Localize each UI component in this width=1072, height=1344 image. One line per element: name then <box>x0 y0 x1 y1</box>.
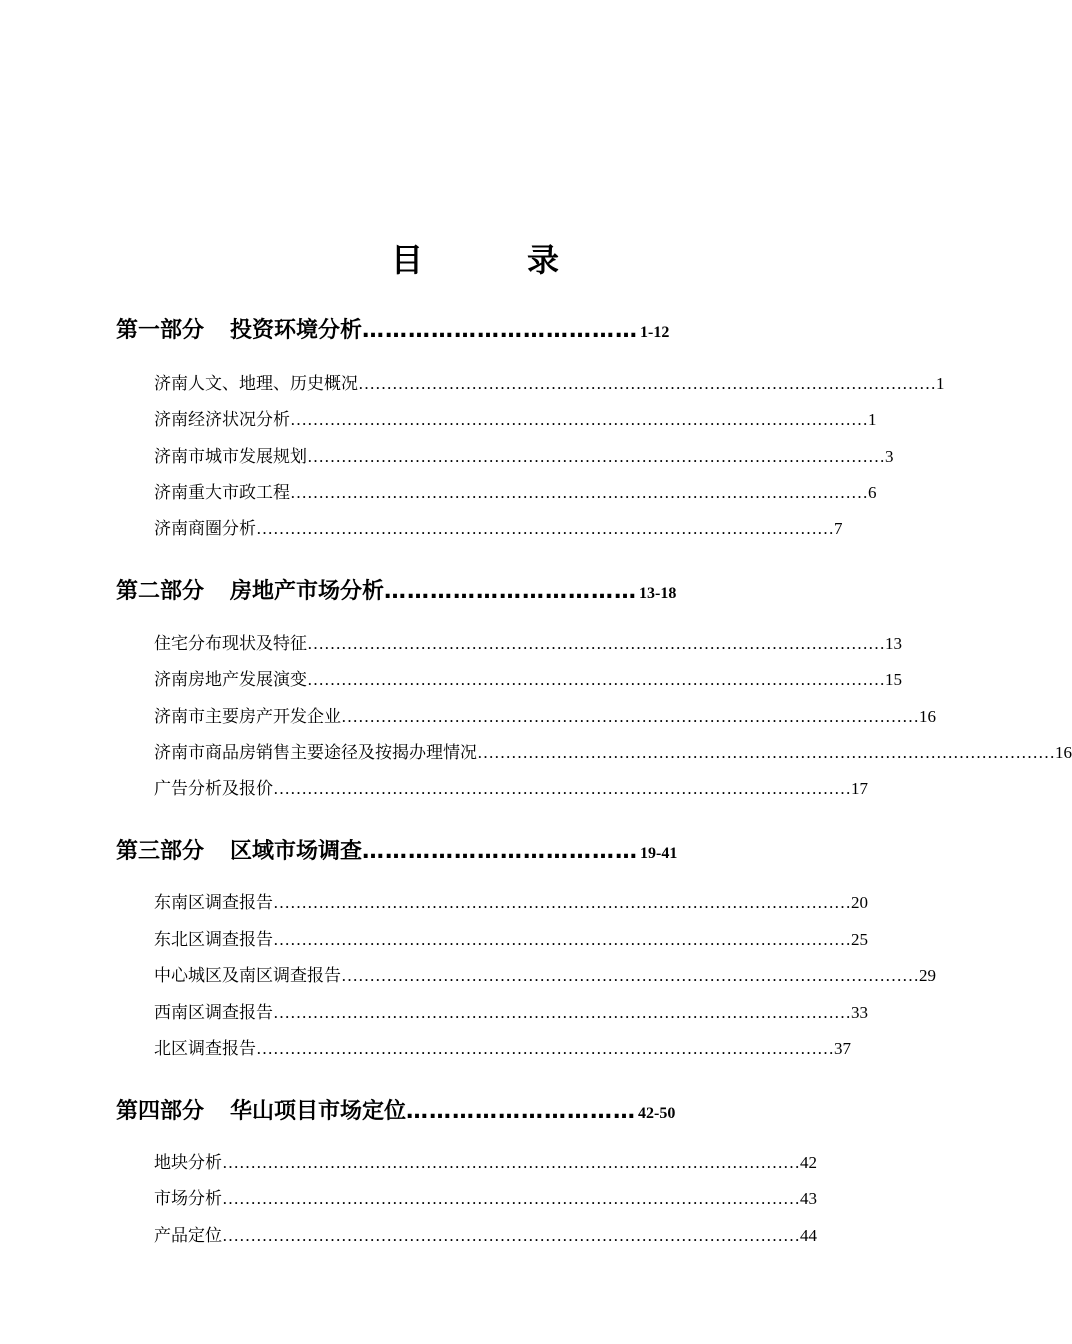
entry-label: 住宅分布现状及特征 <box>154 634 307 654</box>
entry-page: 33 <box>851 1003 868 1022</box>
part-number: 第二部分 <box>116 579 205 604</box>
part-page-range: 42-50 <box>638 1105 676 1122</box>
dot-leader: ………………………………………………………………………………………… <box>222 1153 800 1172</box>
dot-leader: ……………………………… <box>362 318 639 343</box>
entry-page: 17 <box>851 779 868 798</box>
dot-leader: ………………………………………………………………………………………… <box>341 966 919 985</box>
entry-page: 44 <box>800 1226 817 1245</box>
toc-entry <box>154 928 868 952</box>
toc-entry <box>154 964 936 988</box>
toc-entry <box>154 372 945 396</box>
entry-label: 济南经济状况分析 <box>154 410 290 430</box>
toc-entry <box>154 408 877 432</box>
dot-leader: ………………………………………………………………………………………… <box>273 893 851 912</box>
entry-page: 25 <box>851 930 868 949</box>
entry-label: 广告分析及报价 <box>154 779 273 799</box>
entry-label: 济南商圈分析 <box>154 519 256 539</box>
part-heading <box>116 837 677 867</box>
dot-leader: ………………………… <box>406 1099 637 1124</box>
dot-leader: ………………………………………………………………………………………… <box>222 1189 800 1208</box>
toc-entry <box>154 1187 817 1211</box>
toc-entry <box>154 632 902 656</box>
entry-label: 济南市主要房产开发企业 <box>154 707 341 727</box>
entry-page: 15 <box>885 670 902 689</box>
entry-page: 16 <box>1055 743 1072 762</box>
dot-leader: ………………………………………………………………………………………… <box>307 447 885 466</box>
entry-page: 6 <box>868 483 877 502</box>
entry-page: 43 <box>800 1189 817 1208</box>
entry-page: 1 <box>936 374 945 393</box>
entry-label: 市场分析 <box>154 1189 222 1209</box>
toc-entry <box>154 445 894 469</box>
dot-leader: ………………………………………………………………………………………… <box>477 743 1055 762</box>
dot-leader: …………………………… <box>384 579 638 604</box>
entry-page: 7 <box>834 519 843 538</box>
entry-label: 济南人文、地理、历史概况 <box>154 374 358 394</box>
toc-entry <box>154 517 843 541</box>
part-number: 第四部分 <box>116 1099 205 1124</box>
dot-leader: ………………………………………………………………………………………… <box>358 374 936 393</box>
toc-entry <box>154 1001 868 1025</box>
dot-leader: ………………………………………………………………………………………… <box>222 1226 800 1245</box>
toc-entry <box>154 1224 817 1248</box>
entry-label: 济南市商品房销售主要途径及按揭办理情况 <box>154 743 477 763</box>
part-heading <box>116 1097 675 1127</box>
part-number: 第一部分 <box>116 318 205 343</box>
entry-page: 1 <box>868 410 877 429</box>
entry-label: 中心城区及南区调查报告 <box>154 966 341 986</box>
dot-leader: ………………………………………………………………………………………… <box>290 410 868 429</box>
dot-leader: ………………………………………………………………………………………… <box>256 519 834 538</box>
toc-entry <box>154 705 936 729</box>
part-page-range: 19-41 <box>640 845 678 862</box>
part-name: 华山项目市场定位 <box>230 1099 407 1124</box>
toc-entry <box>154 1037 851 1061</box>
dot-leader: ………………………………………………………………………………………… <box>273 779 851 798</box>
part-number: 第三部分 <box>116 839 205 864</box>
part-name: 房地产市场分析 <box>230 579 385 604</box>
entry-label: 地块分析 <box>154 1153 222 1173</box>
entry-label: 北区调查报告 <box>154 1039 256 1059</box>
dot-leader: ………………………………………………………………………………………… <box>273 1003 851 1022</box>
dot-leader: ………………………………………………………………………………………… <box>341 707 919 726</box>
toc-entry <box>154 668 902 692</box>
entry-page: 37 <box>834 1039 851 1058</box>
entry-page: 16 <box>919 707 936 726</box>
entry-label: 东北区调查报告 <box>154 930 273 950</box>
entry-label: 西南区调查报告 <box>154 1003 273 1023</box>
dot-leader: ………………………………………………………………………………………… <box>290 483 868 502</box>
dot-leader: ……………………………… <box>362 839 639 864</box>
toc-entry <box>154 481 877 505</box>
entry-label: 济南市城市发展规划 <box>154 447 307 467</box>
entry-page: 29 <box>919 966 936 985</box>
toc-entry <box>154 777 868 801</box>
part-page-range: 13-18 <box>639 585 677 602</box>
dot-leader: ………………………………………………………………………………………… <box>307 634 885 653</box>
entry-label: 产品定位 <box>154 1226 222 1246</box>
part-name: 投资环境分析 <box>230 318 363 343</box>
toc-entry <box>154 741 1072 765</box>
dot-leader: ………………………………………………………………………………………… <box>307 670 885 689</box>
toc-entry <box>154 891 868 915</box>
entry-page: 13 <box>885 634 902 653</box>
entry-label: 济南房地产发展演变 <box>154 670 307 690</box>
part-heading <box>116 316 669 346</box>
dot-leader: ………………………………………………………………………………………… <box>256 1039 834 1058</box>
toc-entry <box>154 1151 817 1175</box>
entry-page: 3 <box>885 447 894 466</box>
part-name: 区域市场调查 <box>230 839 363 864</box>
entry-page: 42 <box>800 1153 817 1172</box>
part-heading <box>116 577 676 607</box>
toc-title: 目 录 <box>390 241 595 279</box>
part-page-range: 1-12 <box>640 324 670 341</box>
entry-label: 济南重大市政工程 <box>154 483 290 503</box>
entry-page: 20 <box>851 893 868 912</box>
entry-label: 东南区调查报告 <box>154 893 273 913</box>
dot-leader: ………………………………………………………………………………………… <box>273 930 851 949</box>
